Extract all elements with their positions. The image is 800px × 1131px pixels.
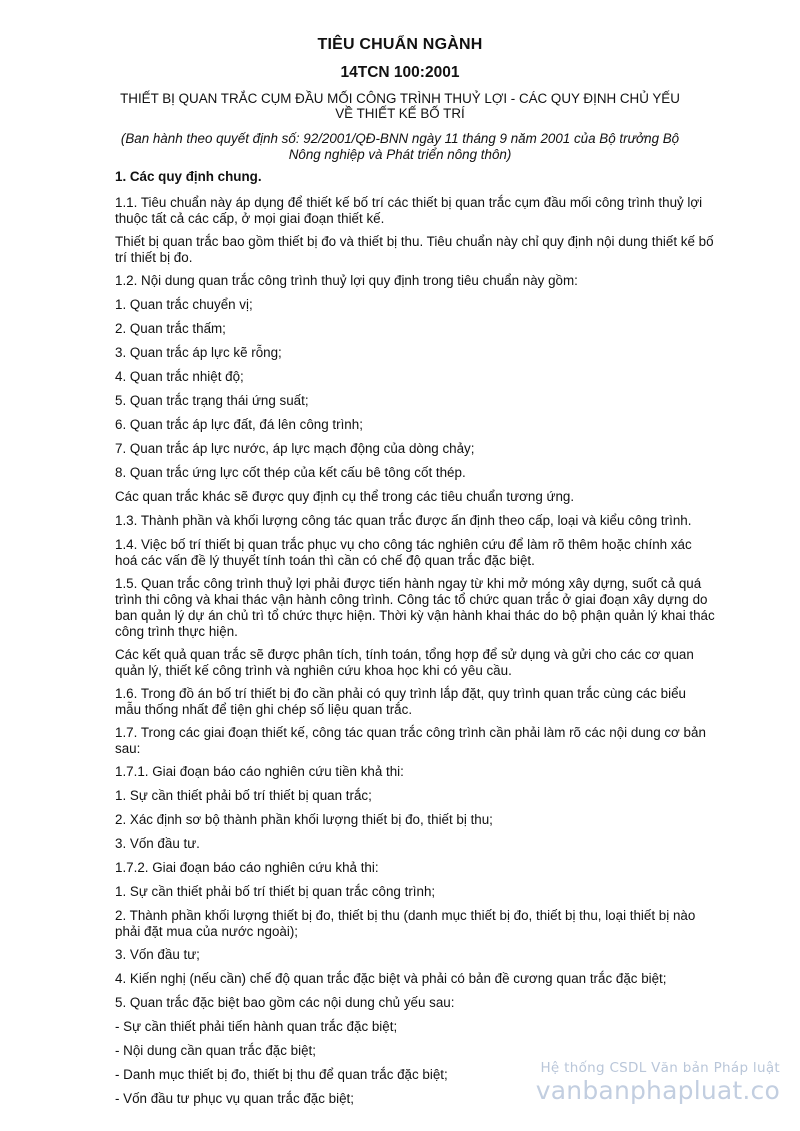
watermark-domain: vanbanphapluat.co [535, 1076, 780, 1105]
list-item: 6. Quan trắc áp lực đất, đá lên công trình; [115, 417, 363, 432]
document-body [115, 169, 715, 1115]
list-item: 2. Thành phần khối lượng thiết bị đo, thiết bị thu (danh mục thiết bị đo, thiết bị thu, loại thiết bị nào phải đặt mua của nước ngoài); [115, 908, 696, 939]
list-item: 5. Quan trắc trạng thái ứng suất; [115, 393, 309, 408]
paragraph: Các kết quả quan trắc sẽ được phân tích, tính toán, tổng hợp để sử dụng và gửi cho các cơ quan quản lý, thiết kế công trình và nghiên cứu khoa học khi có yêu cầu. [115, 647, 694, 678]
bullet-item: - Danh mục thiết bị đo, thiết bị thu để quan trắc đặc biệt; [115, 1067, 448, 1082]
document-title: TIÊU CHUẨN NGÀNH [317, 36, 483, 53]
issuance-note: (Ban hành theo quyết định số: 92/2001/QĐ-BNN ngày 11 tháng 9 năm 2001 của Bộ trưởng Bộ Nông nghiệp và Phát triển nông thôn) [120, 131, 680, 162]
list-item: 7. Quan trắc áp lực nước, áp lực mạch động của dòng chảy; [115, 441, 475, 456]
document-subtitle: THIẾT BỊ QUAN TRẮC CỤM ĐẦU MỐI CÔNG TRÌNH THUỶ LỢI - CÁC QUY ĐỊNH CHỦ YẾU VỀ THIẾT KẾ BỐ TRÍ [120, 91, 680, 121]
list-item: 3. Vốn đầu tư; [115, 947, 200, 962]
paragraph: Các quan trắc khác sẽ được quy định cụ thể trong các tiêu chuẩn tương ứng. [115, 489, 575, 504]
subsection-heading: 1.7.1. Giai đoạn báo cáo nghiên cứu tiền khả thi: [115, 764, 404, 779]
bullet-item: - Sự cần thiết phải tiến hành quan trắc đặc biệt; [115, 1019, 398, 1034]
list-item: 2. Quan trắc thấm; [115, 321, 226, 336]
list-item: 1. Sự cần thiết phải bố trí thiết bị quan trắc; [115, 788, 372, 803]
bullet-item: - Nội dung cần quan trắc đặc biệt; [115, 1043, 316, 1058]
list-item: 2. Xác định sơ bộ thành phần khối lượng thiết bị đo, thiết bị thu; [115, 812, 493, 827]
list-item: 1. Quan trắc chuyển vị; [115, 297, 253, 312]
paragraph: 1.2. Nội dung quan trắc công trình thuỷ lợi quy định trong tiêu chuẩn này gồm: [115, 273, 578, 288]
watermark-caption: Hệ thống CSDL Văn bản Pháp luật [540, 1060, 780, 1076]
list-item: 3. Vốn đầu tư. [115, 836, 200, 851]
paragraph: 1.7. Trong các giai đoạn thiết kế, công tác quan trắc công trình cần phải làm rõ các nội dung cơ bản sau: [115, 725, 706, 756]
list-item: 8. Quan trắc ứng lực cốt thép của kết cấu bê tông cốt thép. [115, 465, 466, 480]
paragraph: 1.4. Việc bố trí thiết bị quan trắc phục vụ cho công tác nghiên cứu để làm rõ thêm hoặc chính xác hoá các vấn đề lý thuyết tính toán thì cần có chế độ quan trắc đặc biệt. [115, 537, 692, 568]
bullet-item: - Vốn đầu tư phục vụ quan trắc đặc biệt; [115, 1091, 354, 1106]
list-item: 1. Sự cần thiết phải bố trí thiết bị quan trắc công trình; [115, 884, 436, 899]
section-heading: 1. Các quy định chung. [115, 169, 262, 184]
paragraph: 1.3. Thành phần và khối lượng công tác quan trắc được ấn định theo cấp, loại và kiểu công trình. [115, 513, 692, 528]
list-item: 3. Quan trắc áp lực kẽ rỗng; [115, 345, 282, 360]
list-item: 5. Quan trắc đặc biệt bao gồm các nội dung chủ yếu sau: [115, 995, 455, 1010]
paragraph: 1.5. Quan trắc công trình thuỷ lợi phải được tiến hành ngay từ khi mở móng xây dựng, suốt cả quá trình thi công và khai thác vận hành công trình. Công tác tổ chức quan trắc ở giai đoạn xây dựng do ban quản lý dự án chủ trì tổ chức thực hiện. Thời kỳ vận hành khai thác do bộ phận quản lý khai thác công trình thực hiện. [115, 576, 715, 639]
subsection-heading: 1.7.2. Giai đoạn báo cáo nghiên cứu khả thi: [115, 860, 379, 875]
list-item: 4. Quan trắc nhiệt độ; [115, 369, 244, 384]
paragraph: 1.1. Tiêu chuẩn này áp dụng để thiết kế bố trí các thiết bị quan trắc cụm đầu mối công trình thuỷ lợi thuộc tất cả các cấp, ở mọi giai đoạn thiết kế. [115, 195, 703, 226]
paragraph: Thiết bị quan trắc bao gồm thiết bị đo và thiết bị thu. Tiêu chuẩn này chỉ quy định nội dung thiết kế bố trí thiết bị đo. [115, 234, 714, 265]
list-item: 4. Kiến nghị (nếu cần) chế độ quan trắc đặc biệt và phải có bản đề cương quan trắc đặc biệt; [115, 971, 667, 986]
standard-code: 14TCN 100:2001 [340, 64, 460, 81]
paragraph: 1.6. Trong đồ án bố trí thiết bị đo cần phải có quy trình lắp đặt, quy trình quan trắc cùng các biểu mẫu thống nhất để tiện ghi chép số liệu quan trắc. [115, 686, 686, 717]
